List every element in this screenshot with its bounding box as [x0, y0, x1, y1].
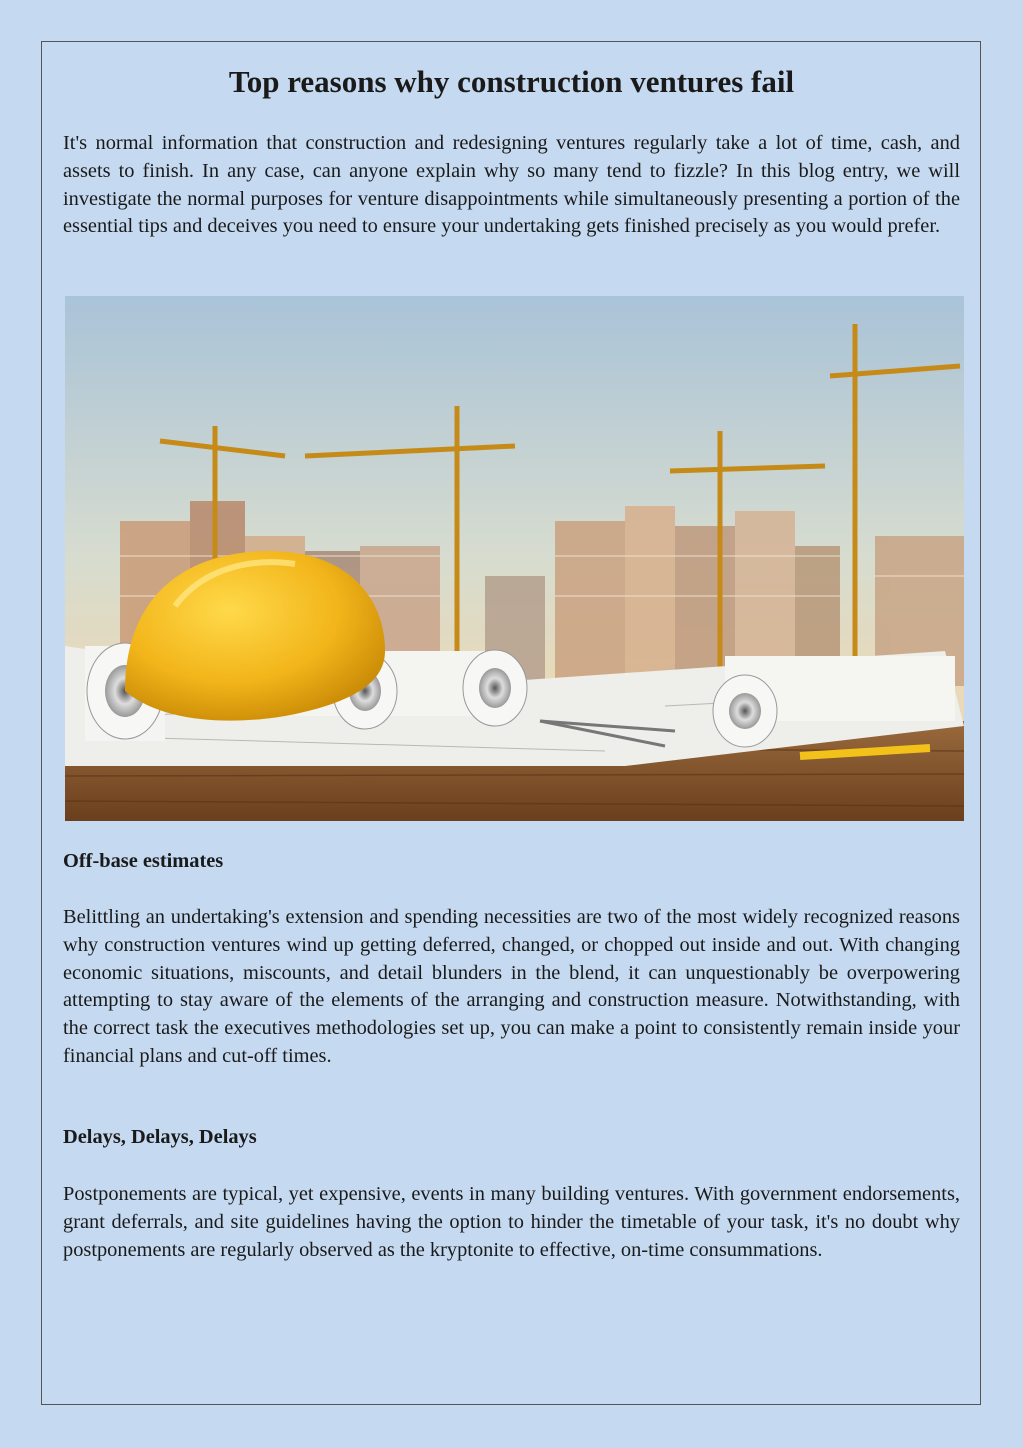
intro-paragraph: It's normal information that construction and redesigning ventures regularly take a lot of time, cash, and assets to finish. In any case, can anyone explain why so many tend to fizzle? In this blog entry, we will investigate the normal purposes for venture disappointments while simultaneously presenting a portion of the essential tips and deceives you need to ensure your undertaking gets finished precisely as you would prefer.: [63, 132, 960, 238]
construction-site-photo: [65, 296, 964, 821]
section-heading: Off-base estimates: [63, 850, 224, 872]
section-paragraph: Postponements are typical, yet expensive, events in many building ventures. With government endorsements, grant deferrals, and site guidelines having the option to hinder the timetable of your task, it's no doubt why postponements are regularly observed as the kryptonite to effective, on-time consummations.: [63, 1183, 960, 1261]
page-title: Top reasons why construction ventures fail: [228, 64, 795, 99]
section-paragraph: Belittling an undertaking's extension and spending necessities are two of the most widely recognized reasons why construction ventures wind up getting deferred, changed, or chopped out inside and out. With changing economic situations, miscounts, and detail blunders in the blend, it can unquestionably be overpowering attempting to stay aware of the elements of the arranging and construction measure. Notwithstanding, with the correct task the executives methodologies set up, you can make a point to consistently remain inside your financial plans and cut-off times.: [63, 906, 960, 1067]
section-heading: Delays, Delays, Delays: [63, 1126, 257, 1148]
